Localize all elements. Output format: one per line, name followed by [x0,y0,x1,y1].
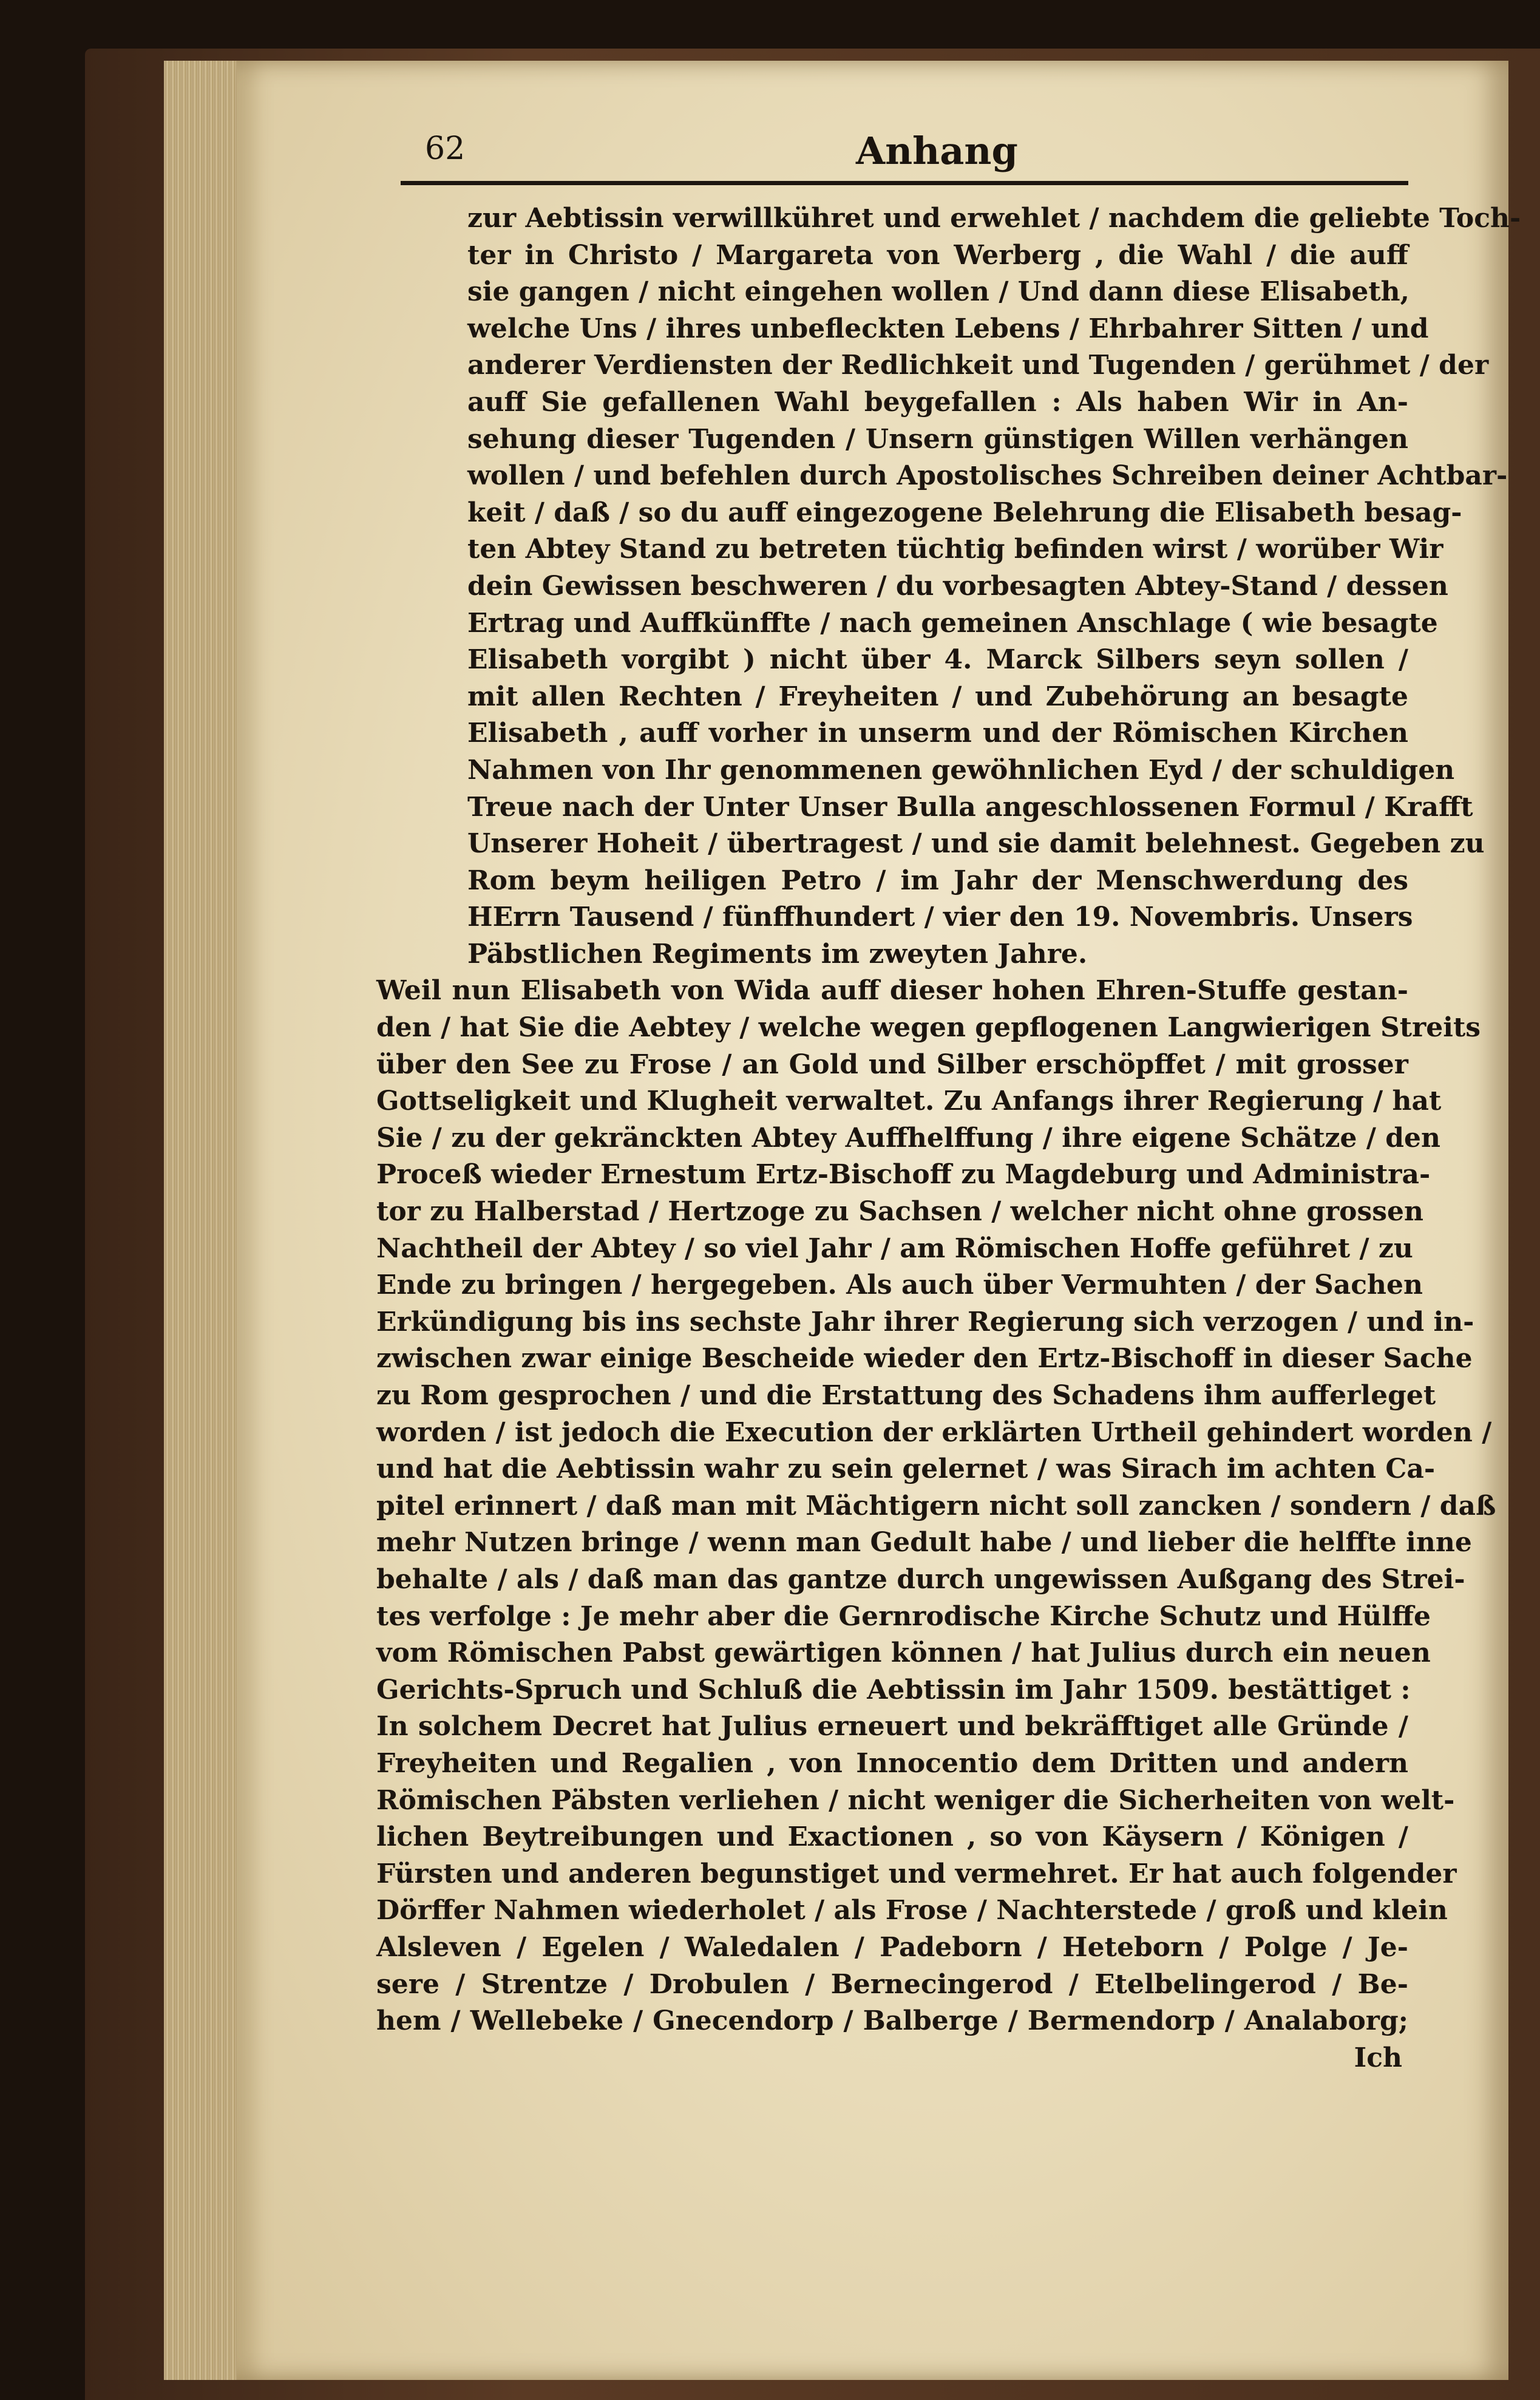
page-edges [164,61,237,2380]
text-line: sie gangen / nicht eingehen wollen / Und dann diese Elisabeth, [467,276,1409,308]
text-line: sere / Strentze / Drobulen / Bernecingerod / Etelbelingerod / Be- [376,1968,1408,2000]
text-line: zu Rom gesprochen / und die Erstattung des Schadens ihm aufferleget [376,1380,1436,1411]
text-line: Nachtheil der Abtey / so viel Jahr / am Römischen Hoffe geführet / zu [376,1232,1413,1264]
text-line: Fürsten und anderen begunstiget und vermehret. Er hat auch folgender [376,1858,1457,1889]
text-line: HErrn Tausend / fünffhundert / vier den 19. Novembris. Unsers [467,902,1413,933]
text-line: Päbstlichen Regiments im zweyten Jahre. [467,938,1088,970]
text-line: Römischen Päbsten verliehen / nicht weniger die Sicherheiten von welt- [376,1784,1455,1816]
text-line: ter in Christo / Margareta von Werberg , die Wahl / die auff [467,239,1408,271]
text-line: dein Gewissen beschweren / du vorbesagten Abtey-Stand / dessen [467,570,1448,602]
text-line: In solchem Decret hat Julius erneuert und bekräfftiget alle Gründe / [376,1711,1408,1742]
text-line: keit / daß / so du auff eingezogene Belehrung die Elisabeth besag- [467,497,1462,528]
text-line: Ende zu bringen / hergegeben. Als auch über Vermuhten / der Sachen [376,1270,1423,1301]
text-line: zwischen zwar einige Bescheide wieder den Ertz-Bischoff in dieser Sache [376,1343,1473,1375]
text-line: Freyheiten und Regalien , von Innocentio dem Dritten und andern [376,1747,1408,1779]
text-line: Treue nach der Unter Unser Bulla angeschlossenen Formul / Krafft [467,791,1473,823]
text-line: Rom beym heiligen Petro / im Jahr der Menschwerdung des [467,865,1408,896]
header-rule [401,181,1408,185]
text-line: pitel erinnert / daß man mit Mächtigern nicht soll zancken / sondern / daß [376,1490,1496,1521]
text-line: behalte / als / daß man das gantze durch ungewissen Außgang des Strei- [376,1563,1465,1595]
text-line: worden / ist jedoch die Execution der erklärten Urtheil gehindert worden / [376,1416,1492,1448]
catchword: Ich [1354,2042,1402,2073]
page-number: 62 [425,131,466,167]
text-line: ten Abtey Stand zu betreten tüchtig befinden wirst / worüber Wir [467,534,1443,565]
text-line: Ertrag und Auffkünffte / nach gemeinen Anschlage ( wie besagte [467,607,1438,639]
text-line: Proceß wieder Ernestum Ertz-Bischoff zu Magdeburg und Administra- [376,1159,1431,1191]
text-line: Gerichts-Spruch und Schluß die Aebtissin im Jahr 1509. bestättiget : [376,1674,1411,1705]
text-line: Elisabeth vorgibt ) nicht über 4. Marck Silbers seyn sollen / [467,644,1408,676]
text-line: den / hat Sie die Aebtey / welche wegen gepflogenen Langwierigen Streits [376,1012,1481,1044]
text-line: Elisabeth , auff vorher in unserm und der Römischen Kirchen [467,718,1408,749]
text-line: mit allen Rechten / Freyheiten / und Zubehörung an besagte [467,681,1408,712]
text-line: und hat die Aebtissin wahr zu sein gelernet / was Sirach im achten Ca- [376,1453,1436,1485]
text-line: lichen Beytreibungen und Exactionen , so von Käysern / Königen / [376,1821,1408,1853]
text-line: Nahmen von Ihr genommenen gewöhnlichen Eyd / der schuldigen [467,754,1455,786]
text-line: auff Sie gefallenen Wahl beygefallen : Als haben Wir in An- [467,386,1408,418]
text-line: Dörffer Nahmen wiederholet / als Frose / Nachterstede / groß und klein [376,1895,1448,1926]
text-line: sehung dieser Tugenden / Unsern günstigen Willen verhängen [467,423,1408,455]
text-block [376,200,1521,2076]
text-line: Unserer Hoheit / übertragest / und sie damit belehnest. Gegeben zu [467,828,1485,860]
text-line: Gottseligkeit und Klugheit verwaltet. Zu Anfangs ihrer Regierung / hat [376,1086,1442,1117]
text-line: zur Aebtissin verwillkühret und erwehlet / nachdem die geliebte Toch- [467,203,1521,234]
text-line: tes verfolge : Je mehr aber die Gernrodische Kirche Schutz und Hülffe [376,1600,1431,1632]
text-line: wollen / und befehlen durch Apostolisches Schreiben deiner Achtbar- [467,460,1508,492]
text-line: vom Römischen Pabst gewärtigen können / hat Julius durch ein neuen [376,1637,1431,1669]
running-title: Anhang [856,129,1018,173]
text-line: mehr Nutzen bringe / wenn man Gedult habe / und lieber die helffte inne [376,1527,1472,1559]
text-line: welche Uns / ihres unbefleckten Lebens / Ehrbahrer Sitten / und [467,313,1429,344]
text-line: Sie / zu der gekränckten Abtey Auffhelffung / ihre eigene Schätze / den [376,1122,1440,1154]
text-line: über den See zu Frose / an Gold und Silber erschöpffet / mit grosser [376,1049,1408,1080]
text-line: Alsleven / Egelen / Waledalen / Padeborn / Heteborn / Polge / Je- [376,1931,1408,1963]
text-line: tor zu Halberstad / Hertzoge zu Sachsen / welcher nicht ohne grossen [376,1196,1424,1228]
text-line: hem / Wellebeke / Gnecendorp / Balberge / Bermendorp / Analaborg; [376,2005,1408,2037]
text-line: Erkündigung bis ins sechste Jahr ihrer Regierung sich verzogen / und in- [376,1306,1474,1338]
text-line: anderer Verdiensten der Redlichkeit und Tugenden / gerühmet / der [467,350,1489,381]
text-line: Weil nun Elisabeth von Wida auff dieser hohen Ehren-Stuffe gestan- [376,975,1408,1007]
